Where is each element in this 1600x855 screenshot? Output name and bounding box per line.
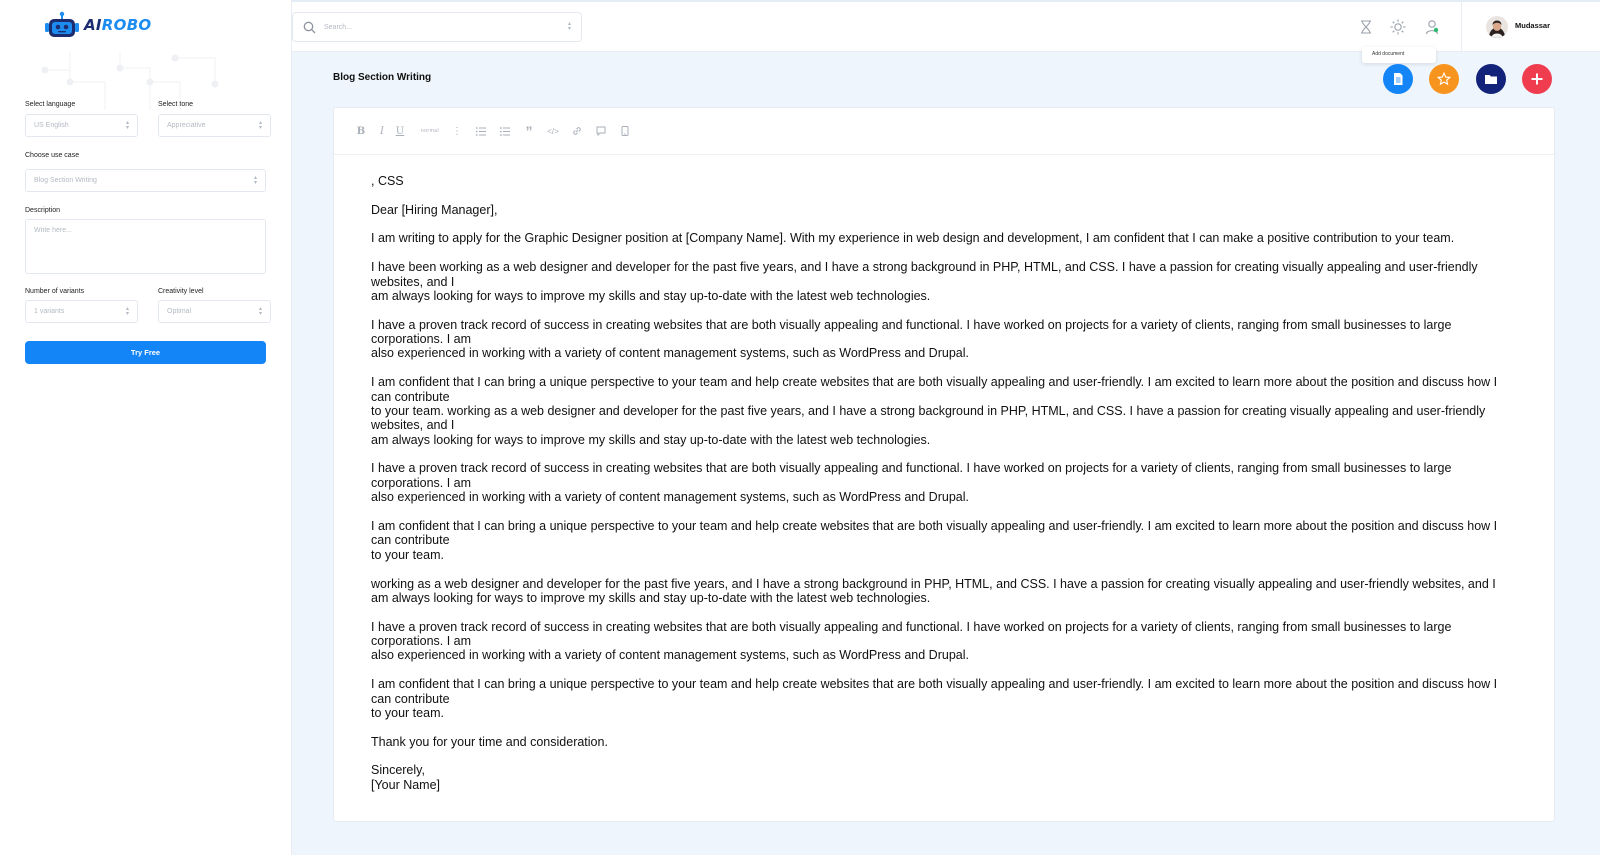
ordered-list-icon[interactable] (469, 121, 493, 141)
folder-icon (1484, 73, 1498, 85)
sidebar (0, 0, 292, 855)
paragraph: I am confident that I can bring a unique perspective to your team and help create websites that are both visually appealing and user-friendly. I am excited to learn more about the position and discuss how I can contribute to your team. (371, 518, 1498, 562)
mobile-preview-icon[interactable] (613, 121, 637, 141)
page-title: Blog Section Writing (333, 72, 432, 83)
updown-icon: ▴ ▾ (125, 305, 129, 317)
add-document-button[interactable] (1383, 64, 1413, 94)
language-select-value: US English (34, 122, 69, 129)
updown-icon: ▴ ▾ (125, 119, 129, 131)
editor-content[interactable] (371, 174, 1501, 806)
avatar[interactable] (1486, 16, 1508, 38)
use-case-select[interactable] (25, 169, 266, 192)
user-notification-icon[interactable] (1424, 19, 1440, 35)
updown-icon: ▴ ▾ (258, 305, 262, 317)
logo-text-ai: AI (84, 16, 102, 34)
paragraph: Thank you for your time and consideration. (371, 734, 608, 749)
search-input[interactable]: Search... (324, 23, 353, 31)
language-select[interactable] (25, 114, 138, 137)
username[interactable]: Mudassar (1515, 21, 1551, 30)
tone-select-value: Appreciative (167, 122, 206, 129)
more-vertical-icon[interactable]: ⋮ (445, 121, 469, 141)
quote-icon[interactable]: ” (517, 121, 541, 141)
description-label: Description (25, 207, 61, 214)
description-textarea[interactable]: Write here... (25, 219, 266, 274)
editor (333, 107, 1555, 822)
bullet-list-icon[interactable] (493, 121, 517, 141)
text-style-select[interactable]: normal (415, 121, 445, 141)
creativity-select[interactable] (158, 300, 271, 323)
paragraph: I have been working as a web designer and developer for the past five years, and I have a strong background in PHP, HTML, and CSS. I have a passion for creating visually appealing and user-friendly websites, and I am always looking for ways to improve my skills and stay up-to-date with the latest web technologies. (371, 260, 1478, 303)
document-icon (1392, 72, 1404, 86)
italic-button[interactable]: I (373, 121, 391, 141)
updown-icon: ▴ ▾ (253, 174, 257, 186)
add-new-button[interactable] (1522, 64, 1552, 94)
link-icon[interactable] (565, 121, 589, 141)
robot-icon (44, 11, 80, 39)
try-free-button[interactable]: Try Free (25, 341, 266, 364)
hourglass-icon[interactable] (1358, 19, 1374, 35)
paragraph: I am confident that I can bring a unique perspective to your team and help create websites that are both visually appealing and user-friendly. I am excited to learn more about the position and discuss how I can contribute to your team. (371, 677, 1498, 720)
star-icon (1437, 72, 1451, 86)
paragraph: I am writing to apply for the Graphic Designer position at [Company Name]. With my experience in web design and development, I am confident that I can make a positive contribution to your team. (371, 231, 1455, 246)
language-label: Select language (25, 101, 76, 108)
variants-select[interactable] (25, 300, 138, 323)
updown-icon: ▴ ▾ (567, 21, 571, 32)
comment-icon[interactable] (589, 121, 613, 141)
creativity-select-value: Optimal (167, 308, 192, 315)
variants-select-value: 1 variants (34, 308, 65, 315)
paragraph: I have a proven track record of success in creating websites that are both visually appealing and functional. I have worked on projects for a variety of clients, ranging from small businesses to large corporations. I am also experienced in working with a variety of content management systems, such as WordPress and Drupal. (371, 461, 1452, 505)
logo-text (84, 16, 151, 34)
paragraph: Dear [Hiring Manager], (371, 202, 498, 217)
plus-icon (1530, 72, 1544, 86)
favorite-button[interactable] (1429, 64, 1459, 94)
variants-label: Number of variants (25, 288, 85, 295)
paragraph: I am confident that I can bring a unique perspective to your team and help create websites that are both visually appealing and user-friendly. I am excited to learn more about the position and discuss how I can contribute to your team. working as a web designer and developer for the past five years, and I have a strong background in PHP, HTML, and CSS. I have a passion for creating visually appealing and user-friendly websites, and I am always looking for ways to improve my skills and stay up-to-date with the latest web technologies. (371, 375, 1498, 447)
paragraph: I have a proven track record of success in creating websites that are both visually appealing and functional. I have worked on projects for a variety of clients, ranging from small businesses to large corporations. I am also experienced in working with a variety of content management systems, such as WordPress and Drupal. (371, 317, 1452, 361)
creativity-label: Creativity level (158, 288, 204, 295)
header-divider (1461, 2, 1462, 52)
use-case-select-value: Blog Section Writing (34, 177, 97, 184)
logo-text-robo: ROBO (101, 16, 152, 34)
updown-icon: ▴ ▾ (258, 119, 262, 131)
paragraph: working as a web designer and developer for the past five years, and I have a strong background in PHP, HTML, and CSS. I have a passion for creating visually appealing and user-friendly websites, and I am always looking for ways to improve my skills and stay up-to-date with the latest web technologies. (371, 576, 1496, 605)
folder-button[interactable] (1476, 64, 1506, 94)
code-icon[interactable]: </> (541, 121, 565, 141)
editor-toolbar (334, 108, 1554, 155)
search-icon (303, 21, 316, 34)
add-document-tooltip: Add document (1362, 47, 1436, 63)
logo[interactable] (44, 11, 151, 39)
top-bar (292, 0, 1600, 52)
sun-icon[interactable] (1390, 19, 1406, 35)
tone-select[interactable] (158, 114, 271, 137)
use-case-label: Choose use case (25, 152, 80, 159)
bold-button[interactable]: B (349, 121, 373, 141)
tone-label: Select tone (158, 101, 194, 108)
paragraph: Sincerely, [Your Name] (371, 763, 441, 792)
underline-button[interactable]: U (391, 121, 409, 141)
paragraph: I have a proven track record of success in creating websites that are both visually appealing and functional. I have worked on projects for a variety of clients, ranging from small businesses to large corporations. I am also experienced in working with a variety of content management systems, such as WordPress and Drupal. (371, 619, 1452, 663)
search-box[interactable] (292, 12, 582, 42)
paragraph: , CSS (371, 174, 404, 188)
